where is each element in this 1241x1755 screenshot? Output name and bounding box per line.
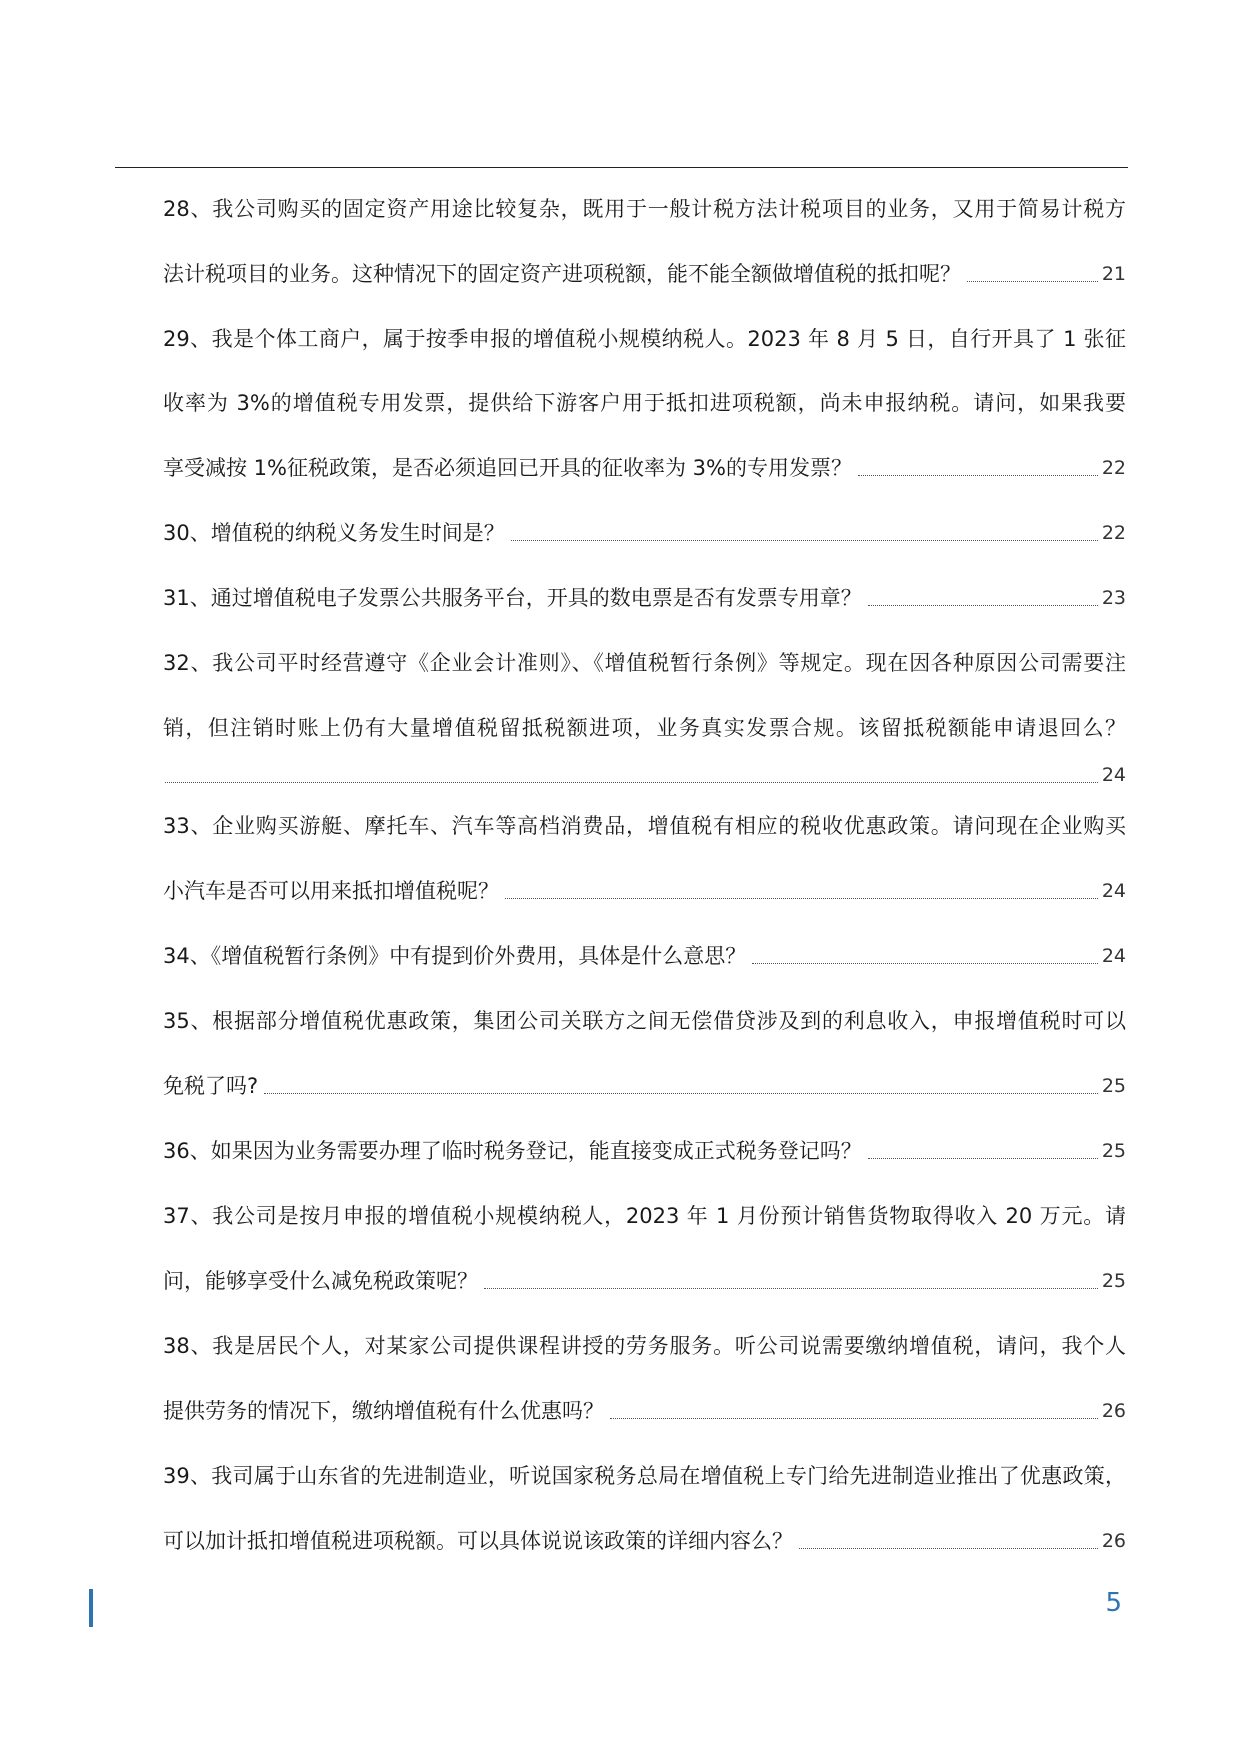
toc-entry-32-line-1[interactable]	[163, 640, 1126, 678]
toc-page-number: 25	[1101, 1140, 1126, 1162]
toc-entry-35-line-2[interactable]	[163, 1063, 1126, 1101]
toc-entry-text: 38、我是居民个人，对某家公司提供课程讲授的劳务服务。听公司说需要缴纳增值税，请问，我个人	[163, 1334, 1126, 1358]
leader-dots	[165, 782, 1098, 783]
toc-entry-text: 34、《增值税暂行条例》中有提到价外费用，具体是什么意思？	[163, 944, 747, 968]
leader-dots	[752, 963, 1098, 964]
toc-page-number: 22	[1101, 457, 1126, 479]
toc-entry-36[interactable]	[163, 1128, 1126, 1166]
toc-entry-text: 31、通过增值税电子发票公共服务平台，开具的数电票是否有发票专用章？	[163, 586, 862, 610]
toc-entry-32-line-2[interactable]	[163, 705, 1126, 743]
page-number: 5	[1105, 1588, 1122, 1618]
toc-entry-37-line-1[interactable]	[163, 1193, 1126, 1231]
toc-page-number: 24	[1101, 945, 1126, 967]
toc-entry-38-line-1[interactable]	[163, 1323, 1126, 1361]
toc-entry-text: 37、我公司是按月申报的增值税小规模纳税人，2023 年 1 月份预计销售货物取得收入 20 万元。请	[163, 1204, 1126, 1228]
toc-entry-39-line-1[interactable]	[163, 1453, 1126, 1491]
toc-page-number: 25	[1101, 1075, 1126, 1097]
toc-entry-text: 35、根据部分增值税优惠政策，集团公司关联方之间无偿借贷涉及到的利息收入，申报增值税时可以	[163, 1009, 1126, 1033]
leader-dots	[511, 540, 1098, 541]
toc-entry-39-line-2[interactable]	[163, 1518, 1126, 1556]
toc-page-number: 24	[1101, 880, 1126, 902]
toc-entry-text: 可以加计抵扣增值税进项税额。可以具体说说该政策的详细内容么？	[163, 1529, 793, 1553]
toc-entry-34[interactable]	[163, 933, 1126, 971]
toc-entry-text: 问，能够享受什么减免税政策呢？	[163, 1269, 478, 1293]
toc-entry-28-line-1[interactable]	[163, 186, 1126, 224]
toc-entry-text: 32、我公司平时经营遵守《企业会计准则》、《增值税暂行条例》等规定。现在因各种原因公司需要注	[163, 651, 1126, 675]
leader-dots	[868, 605, 1098, 606]
toc-page-number: 25	[1101, 1270, 1126, 1292]
toc-entry-text: 36、如果因为业务需要办理了临时税务登记，能直接变成正式税务登记吗？	[163, 1139, 862, 1163]
leader-dots	[264, 1093, 1098, 1094]
toc-entry-38-line-2[interactable]	[163, 1388, 1126, 1426]
toc-page-number: 24	[1101, 764, 1126, 786]
toc-entry-text: 39、我司属于山东省的先进制造业，听说国家税务总局在增值税上专门给先进制造业推出了优惠政策，	[163, 1464, 1126, 1488]
leader-dots	[505, 898, 1098, 899]
toc-entry-29-line-2[interactable]	[163, 380, 1126, 418]
toc-entry-35-line-1[interactable]	[163, 998, 1126, 1036]
toc-page-number: 23	[1101, 587, 1126, 609]
leader-dots	[610, 1418, 1098, 1419]
toc-page-number: 21	[1101, 263, 1126, 285]
leader-dots	[967, 281, 1098, 282]
toc-entry-32-line-3[interactable]	[163, 752, 1126, 790]
toc-entry-30[interactable]	[163, 510, 1126, 548]
toc-entry-text: 提供劳务的情况下，缴纳增值税有什么优惠吗？	[163, 1399, 604, 1423]
toc-entry-text: 小汽车是否可以用来抵扣增值税呢？	[163, 879, 499, 903]
toc-entry-29-line-1[interactable]	[163, 316, 1126, 354]
toc-page-number: 22	[1101, 522, 1126, 544]
toc-entry-text: 收率为 3%的增值税专用发票，提供给下游客户用于抵扣进项税额，尚未申报纳税。请问，如果我要	[163, 391, 1126, 415]
toc-entry-31[interactable]	[163, 575, 1126, 613]
leader-dots	[858, 475, 1098, 476]
toc-entry-28-line-2[interactable]	[163, 251, 1126, 289]
toc-entry-text: 28、我公司购买的固定资产用途比较复杂，既用于一般计税方法计税项目的业务，又用于简易计税方	[163, 197, 1126, 221]
toc-entry-text: 法计税项目的业务。这种情况下的固定资产进项税额，能不能全额做增值税的抵扣呢？	[163, 262, 961, 286]
toc-entry-text: 30、增值税的纳税义务发生时间是？	[163, 521, 505, 545]
leader-dots	[868, 1158, 1098, 1159]
toc-page-number: 26	[1101, 1400, 1126, 1422]
toc-entry-37-line-2[interactable]	[163, 1258, 1126, 1296]
leader-dots	[799, 1548, 1098, 1549]
toc-entry-33-line-2[interactable]	[163, 868, 1126, 906]
toc-page-number: 26	[1101, 1530, 1126, 1552]
toc-entry-text: 免税了吗?	[163, 1074, 259, 1098]
toc-entry-29-line-3[interactable]	[163, 445, 1126, 483]
toc-entry-text: 29、我是个体工商户，属于按季申报的增值税小规模纳税人。2023 年 8 月 5 日，自行开具了 1 张征	[163, 327, 1126, 351]
toc-entry-text: 销，但注销时账上仍有大量增值税留抵税额进项，业务真实发票合规。该留抵税额能申请退回么？	[163, 716, 1126, 740]
toc-entry-text: 享受减按 1%征税政策，是否必须追回已开具的征收率为 3%的专用发票？	[163, 456, 852, 480]
footer-accent-bar	[89, 1589, 93, 1627]
header-rule	[115, 167, 1128, 168]
leader-dots	[484, 1288, 1098, 1289]
toc-entry-text: 33、企业购买游艇、摩托车、汽车等高档消费品，增值税有相应的税收优惠政策。请问现在企业购买	[163, 814, 1126, 838]
toc-entry-33-line-1[interactable]	[163, 803, 1126, 841]
